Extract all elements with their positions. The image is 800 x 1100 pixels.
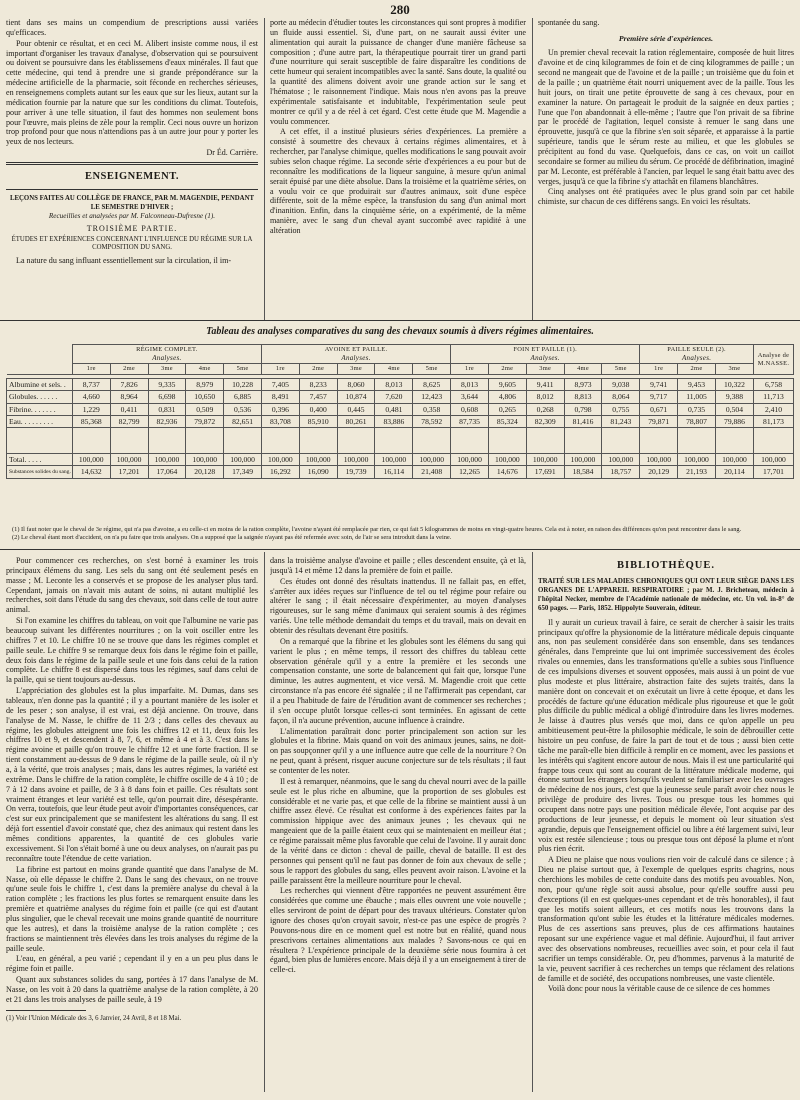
footnote: (1) Voir l'Union Médicale des 3, 6 Janvier, 24 Avril, 8 et 18 Mai. — [6, 1014, 182, 1022]
ordinal-header: 3me — [526, 364, 564, 375]
total-row — [7, 454, 794, 466]
column-1-top — [6, 18, 258, 320]
section-divider — [0, 549, 800, 550]
ordinal-header: 4me — [186, 364, 224, 375]
table-cell: 8,060 — [337, 379, 375, 391]
book-reference: TRAITÉ SUR LES MALADIES CHRONIQUES QUI ONT LEUR SIÈGE DANS LES ORGANES DE L'APPAREIL RESPIRATOIRE ; par M. J. Bricheteau, médecin à l'hôpital Necker, membre de l'Académie nationale de médecine, etc. Un vol. in-8° de 650 pages. — Paris, 1852. Hippolyte Souverain, éditeur. — [538, 577, 794, 612]
group-header: PAILLE SEULE (2). Analyses. — [640, 345, 754, 364]
ordinal-header: 1re — [640, 364, 678, 375]
solid-row — [7, 466, 794, 478]
table-cell: 83,708 — [261, 415, 299, 427]
paragraph: A cet effet, il a institué plusieurs séries d'expériences. La première a consisté à soumettre des chevaux à certains régimes alimentaires, et à rechercher, par l'analyse chimique, quelles modifications le sang pouvait avoir subies selon chaque régime. La seconde série d'expériences a eu pour but de reconnaître les modifications de la liqueur sanguine, à mesure qu'un animal serait épuisé par une diète absolue. Dans la troisième et la quatrième séries, on a voulu voir ce que produirait sur d'autres animaux, soit d'une espèce différente, soit de la même espèce, la transfusion du sang d'un animal mort d'inanition. Enfin, dans la cinquième série, on a expérimenté, de la même manière, avec le sang d'un cheval ayant succombé avec rapidité à une altération — [270, 127, 526, 236]
table-cell: 20,114 — [715, 466, 753, 478]
paragraph: dans la troisième analyse d'avoine et paille ; elles descendent ensuite, çà et là, jusqu'à 14 et même 12 dans la première de foin et paille. — [270, 556, 526, 575]
group-header: RÉGIME COMPLET. Analyses. — [72, 345, 261, 364]
group-header: AVOINE ET PAILLE. Analyses. — [261, 345, 450, 364]
table-cell: 0,735 — [678, 403, 716, 415]
page-number: 280 — [390, 2, 410, 17]
table-cell: 10,228 — [224, 379, 262, 391]
table-cell: 79,871 — [640, 415, 678, 427]
ordinal-header: 2me — [488, 364, 526, 375]
table-cell: 1,229 — [72, 403, 110, 415]
section-title: ENSEIGNEMENT. — [84, 170, 180, 182]
table-cell: 8,012 — [526, 391, 564, 403]
section-title: BIBLIOTHÈQUE. — [617, 560, 715, 571]
table-cell: 18,584 — [564, 466, 602, 478]
ordinal-header: 4me — [375, 364, 413, 375]
paragraph: Voilà donc pour nous la véritable cause de ce silence de ces hommes — [548, 984, 770, 994]
table-cell: 0,268 — [526, 403, 564, 415]
table-cell: 17,691 — [526, 466, 564, 478]
table-row — [7, 391, 794, 403]
column-divider — [532, 18, 533, 320]
paragraph: On a remarqué que la fibrine et les globules sont les élémens du sang qui varient le plus ; en même temps, il ressort des chiffres du tableau cette observation générale qu'il y a entre la première et les seconds une compensation constante, une sorte de balancement qui fait que, lorsque l'une diminue, les autres augmentent, et vice versâ. M. Magendie croit que cette circonstance n'a pas encore été signalée ; il ne l'affirmerait pas cependant, car il a peu l'habitude de faire de l'érudition avant de commencer ses recherches ; il s'en occupe plutôt lorsque celles-ci sont terminées. En agissant de cette façon, il n'a aucune prévention, aucune influence à craindre. — [270, 636, 526, 725]
column-2-bottom — [270, 556, 526, 1096]
row-label: Albumine et sels. . — [7, 379, 73, 391]
row-label: Total. . . . . — [7, 454, 73, 466]
table-cell: 6,885 — [224, 391, 262, 403]
table-cell: 82,936 — [148, 415, 186, 427]
table-cell: 80,261 — [337, 415, 375, 427]
table-cell: 20,129 — [640, 466, 678, 478]
table-cell: 6,758 — [754, 379, 794, 391]
section-divider — [0, 320, 800, 321]
table-cell: 0,445 — [337, 403, 375, 415]
table-cell: 8,973 — [564, 379, 602, 391]
table-cell: 14,632 — [72, 466, 110, 478]
table-cell: 100,000 — [640, 454, 678, 466]
table-cell: 18,757 — [602, 466, 640, 478]
column-1-bottom — [6, 556, 258, 1096]
part-title: TROISIÈME PARTIE. — [86, 223, 178, 233]
paragraph: L'eau, en général, a peu varié ; cependant il y en a un peu plus dans le régime foin et paille. — [6, 954, 258, 974]
table-cell: 0,400 — [299, 403, 337, 415]
table-cell: 100,000 — [564, 454, 602, 466]
table-cell: 9,038 — [602, 379, 640, 391]
table-cell: 8,625 — [413, 379, 451, 391]
table-cell: 4,660 — [72, 391, 110, 403]
table-cell: 82,309 — [526, 415, 564, 427]
table-cell: 9,335 — [148, 379, 186, 391]
table-cell: 100,000 — [526, 454, 564, 466]
table-cell: 100,000 — [602, 454, 640, 466]
table-cell: 16,114 — [375, 466, 413, 478]
row-label: Substances solides du sang. — [7, 466, 73, 478]
table-cell: 8,064 — [602, 391, 640, 403]
table-cell: 0,504 — [715, 403, 753, 415]
table-cell: 0,831 — [148, 403, 186, 415]
table-cell: 2,410 — [754, 403, 794, 415]
paragraph: Ces études ont donné des résultats inattendus. Il ne fallait pas, en effet, s'arrêter aux idées reçues sur l'influence de tel ou tel régime pour refaire ou altérer le sang ; il était nécessaire d'expérimenter, au moyen d'analyses rigoureuses, sur le sang même d'animaux qui seraient soumis à des régimes variés. Une telle méthode demandait du temps et du travail, mais on devait en obtenir des résultats devenant être positifs. — [270, 576, 526, 636]
ordinal-header: 3me — [337, 364, 375, 375]
paragraph: L'appréciation des globules est la plus imparfaite. M. Dumas, dans ses tableaux, n'en donne pas la quantité ; il y a pourtant manière de les isoler et de les peser ; son analyse, il est vrai, est déjà ancienne. On trouve, dans l'analyse de M. Nasse, le chiffre de 11 2/3 ; dans celles des chevaux au régime, les globules atteignent une fois les chiffres 12 et 11, deux fois les chiffres 10 et 9, et descendent à 8, 7, 6, et même à 4 et à 3. C'est dans le régime avoine et paille qu'on trouve le chiffre 12 et une forte fraction. Il se tient constamment au-dessus de 9 dans le régime de la paille seule, où il n'y a, à la vérité, que trois analyses ; mais, dans les autres régimes, la variété est extrême. Dans le chiffre de la ration complète, le chiffre oscille de 4 à 10 ; de 7 à 12 dans avoine et paille, de 3 à 8 dans foin et paille. Ces résultats sont vraiment étranges et leur variété est telle, qu'on pourrait dire, désespérante. On verra, toutefois, que leur étude peut avoir d'importantes conséquences, car c'est sur eux principalement que se manifestent les altérations du sang. Il est déjà fort essentiel d'avoir constaté que, chez des animaux qui restent dans les mêmes conditions apparentes, la quantité de ces globules varie excessivement. Si l'on s'était borné à une ou deux analyses, on n'aurait pas pu reconnaître toute l'étendue de cette variation. — [6, 686, 258, 863]
analysis-table — [6, 344, 794, 479]
empty-corner — [7, 345, 73, 375]
table-cell: 78,592 — [413, 415, 451, 427]
paragraph: Cinq analyses ont été pratiquées avec le plus grand soin par cet habile chimiste, sur chacun de ces différens sangs. En voici les résultats. — [538, 187, 794, 207]
table-cell: 0,536 — [224, 403, 262, 415]
table-cell: 9,605 — [488, 379, 526, 391]
paragraph: Quant aux substances solides du sang, portées à 17 dans l'analyse de M. Nasse, on les voit à 20 dans la quatrième analyse de la ration complète, à 20 et 21 dans les trois analyses de paille seule, à 19 — [6, 975, 258, 1004]
table-cell: 82,799 — [110, 415, 148, 427]
table-cell: 7,457 — [299, 391, 337, 403]
nasse-header: Analyse de M.NASSE. — [754, 345, 794, 375]
table-cell: 11,005 — [678, 391, 716, 403]
table-cell: 100,000 — [337, 454, 375, 466]
table-cell: 7,405 — [261, 379, 299, 391]
group-header: FOIN ET PAILLE (1). Analyses. — [451, 345, 640, 364]
column-divider — [264, 552, 265, 1092]
table-cell: 100,000 — [451, 454, 489, 466]
table-cell: 21,193 — [678, 466, 716, 478]
table-cell: 8,979 — [186, 379, 224, 391]
paragraph: La nature du sang influant essentiellement sur la circulation, il im- — [16, 256, 232, 266]
table-cell: 0,265 — [488, 403, 526, 415]
table-cell: 21,408 — [413, 466, 451, 478]
table-cell: 100,000 — [72, 454, 110, 466]
divider — [6, 189, 258, 190]
table-cell: 0,396 — [261, 403, 299, 415]
table-cell: 0,509 — [186, 403, 224, 415]
table-cell: 100,000 — [754, 454, 794, 466]
paragraph: Il est à remarquer, néanmoins, que le sang du cheval nourri avec de la paille seule est le plus riche en albumine, que la proportion de ses globules est considérable et ne varie pas, et que celle de la fibrine se maintient aussi à un chiffre assez élevé. Ce résultat est conforme à des expériences faites par la commission hippique avec des animaux jeunes ; les chevaux qui ne mangeaient que de la paille étaient ceux qui se maintenaient en meilleur état ; ce régime paraissait même plus favorable que celui de l'avoine. Il y aurait donc de la vérité dans ce dicton : cheval de paille, cheval de bataille. Il est des personnes qui pensent qu'il ne faut pas donner de foin aux chevaux de selle ; sous le rapport des globules du sang, elles peuvent avoir raison. L'avoine et la paille paraissent être la meilleure nourriture pour le cheval. — [270, 776, 526, 885]
row-label: Eau. . . . . . . . . — [7, 415, 73, 427]
ordinal-header: 2me — [678, 364, 716, 375]
ordinal-header: 1re — [261, 364, 299, 375]
table-cell: 9,453 — [678, 379, 716, 391]
table-cell: 100,000 — [488, 454, 526, 466]
table-cell: 7,620 — [375, 391, 413, 403]
column-2-top — [270, 18, 526, 320]
paragraph: tient dans ses mains un compendium de prescriptions aussi variées qu'efficaces. — [6, 18, 258, 37]
table-caption: Tableau des analyses comparatives du sang des chevaux soumis à divers régimes alimentaires. — [206, 326, 594, 337]
table-cell: 82,651 — [224, 415, 262, 427]
table-cell: 85,368 — [72, 415, 110, 427]
table-cell: 8,013 — [375, 379, 413, 391]
table-cell: 10,650 — [186, 391, 224, 403]
table-row — [7, 379, 794, 391]
table-cell: 16,090 — [299, 466, 337, 478]
table-cell: 17,201 — [110, 466, 148, 478]
table-cell: 79,886 — [715, 415, 753, 427]
table-row — [7, 415, 794, 427]
lecture-heading: LEÇONS FAITES AU COLLÈGE DE FRANCE, PAR M. MAGENDIE, PENDANT LE SEMESTRE D'HIVER ; — [9, 194, 255, 211]
ordinal-row — [7, 364, 794, 375]
table-cell: 100,000 — [186, 454, 224, 466]
table-cell: 10,322 — [715, 379, 753, 391]
column-3-top — [538, 18, 794, 320]
divider — [6, 1010, 86, 1011]
table-note: (2) Le cheval étant mort d'accident, on n'a pu faire que trois analyses. On a supposé que la saignée n'ayant pas été refermée avec soin, de l'air se sera introduit dans la veine. — [12, 534, 452, 542]
table-cell: 100,000 — [678, 454, 716, 466]
table-cell: 81,243 — [602, 415, 640, 427]
ordinal-header: 1re — [451, 364, 489, 375]
table-cell: 100,000 — [375, 454, 413, 466]
paragraph: Si l'on examine les chiffres du tableau, on voit que l'albumine ne varie pas beaucoup suivant les différentes nourritures ; on la voit osciller entre les chiffres 7 et 10. Le chiffre 10 ne se trouve que dans les régimes complet et paille seule. Le chiffre 9 se remarque deux fois dans le régime foin et paille, deux fois dans le régime de la paille seule et une fois dans celui de la ration complète. Le chiffre 8 est dispersé dans tous les régimes, sauf dans celui de la paille, qui se tient toujours au-dessus. — [6, 616, 258, 685]
table-cell: 8,491 — [261, 391, 299, 403]
ordinal-header: 5me — [224, 364, 262, 375]
paragraph: La fibrine est partout en moins grande quantité que dans l'analyse de M. Nasse, où elle dépasse le chiffre 2. Dans le sang des chevaux, on ne trouve qu'une seule fois le chiffre 1, c'est dans la première analyse du cheval à la ration complète ; les fractions les plus fortes se remarquent ensuite dans les première et quatrième analyses du régime foin et paille (ce qui est d'autant plus singulier, que le cheval recevait une moins grande quantité de nourriture que les autres), et dans la troisième analyse de la ration complète ; ces fractions se maintiennent très élevées dans les trois analyses du régime de la paille seule. — [6, 864, 258, 953]
table-cell: 100,000 — [224, 454, 262, 466]
ordinal-header: 5me — [602, 364, 640, 375]
table-cell: 8,964 — [110, 391, 148, 403]
paragraph: Il y aurait un curieux travail à faire, ce serait de chercher à saisir les traits principaux qu'offre la physionomie de la littérature médicale depuis cinquante ans, non pas seulement considérée dans son ensemble, dans ses tendances générales, dans l'empreinte que lui ont imprimée successivement des écoles rivales ou ennemies, dans les transformations qu'elle a subies sous l'influence de ces impulsions diverses et souvent opposées, mais aussi à un point de vue plus modeste et plus littéraire, abstraction faite des sujets traités, dans la manière dont on concevait et on exécutait un livre à cette époque, et dans les procédés de facture qu'une éducation médicale plus rigoureuse et que le goût plus difficile du public médical a obligé d'introduire dans les livres modernes. Je laisse à d'autres plus versés que moi, dans ce qu'on appelle un peu ambitieusement peut-être la philosophie médicale, le soin de débrouiller cette histoire un peu confuse, de faire la part de tout et de tous ; aussi bien cette tâche me paraît-elle bien difficile à remplir en ce moment, avec les passions et les intérêts qui s'agitent encore autour de nous. Mais il est une particularité qui frappe tous ceux qui sont au courant de la littérature médicale moderne, qui étonne surtout les étrangers lorsqu'ils veulent se familiariser avec les ouvrages de médecine de nos jours, c'est que la jeunesse seule paraît avoir chez nous le privilège de produire des livres. Tous ou presque tous les hommes qui occupent dans notre pays une position médicale élevée, l'ont acquise par des productions de leur jeunesse, et depuis le moment où leur situation s'est agrandie, depuis que l'enseignement officiel ou libre a été largement suivi, leur voix est restée silencieuse ; tous ou presque tous ont déposé la plume et n'ont plus rien écrit. — [538, 617, 794, 854]
table-row — [7, 403, 794, 415]
table-cell: 8,737 — [72, 379, 110, 391]
table-cell: 7,826 — [110, 379, 148, 391]
table-cell: 0,608 — [451, 403, 489, 415]
table-cell: 0,411 — [110, 403, 148, 415]
table-cell: 3,644 — [451, 391, 489, 403]
table-cell: 19,739 — [337, 466, 375, 478]
table-cell: 9,411 — [526, 379, 564, 391]
table-cell: 20,128 — [186, 466, 224, 478]
paragraph: Pour commencer ces recherches, on s'est borné à examiner les trois principaux élémens du sang. Les sels du sang ont été seulement pesés en masse ; M. Leconte les a conservés et se propose de les analyser plus tard. Cependant, jamais on n'avait mis autant de soins, ni autant multiplié les recherches, soit dans l'étude du sang des chevaux, soit dans celle de tout autre animal. — [6, 556, 258, 615]
table-cell: 8,813 — [564, 391, 602, 403]
paragraph: spontanée du sang. — [538, 18, 600, 27]
table-cell: 0,755 — [602, 403, 640, 415]
table-cell: 11,713 — [754, 391, 794, 403]
table-note: (1) Il faut noter que le cheval de 3e régime, qui n'a pas d'avoine, a eu celle-ci en moins de la ration complète, l'avoine n'ayant été remplacée par rien, ce qui fait 5 kilogrammes de moins en vingt-quatre heures. Cela est à noter, en raison des différences qu'on peut rencontrer dans le sang. — [12, 526, 742, 533]
table-cell: 100,000 — [715, 454, 753, 466]
signature: Dr Éd. Carrière. — [206, 148, 258, 158]
table-cell: 81,416 — [564, 415, 602, 427]
table-cell: 17,701 — [754, 466, 794, 478]
ordinal-header: 2me — [110, 364, 148, 375]
table-cell: 0,671 — [640, 403, 678, 415]
table-cell: 16,292 — [261, 466, 299, 478]
table-cell: 10,874 — [337, 391, 375, 403]
table-cell: 81,173 — [754, 415, 794, 427]
ordinal-header: 3me — [148, 364, 186, 375]
table-cell: 0,358 — [413, 403, 451, 415]
table-notes — [12, 526, 788, 543]
table-cell: 78,807 — [678, 415, 716, 427]
table-cell: 8,233 — [299, 379, 337, 391]
table-cell: 12,265 — [451, 466, 489, 478]
ordinal-header: 1re — [72, 364, 110, 375]
ordinal-header: 2me — [299, 364, 337, 375]
divider — [6, 162, 258, 165]
paragraph: A Dieu ne plaise que nous voulions rien voir de calculé dans ce silence ; à Dieu ne plaise surtout que, à l'exemple de quelques esprits chagrins, nous cherchions les mobiles de cette conduite dans des motifs peu avouables. Non, non, pour qu'une règle soit aussi absolue, pour qu'elle souffre aussi peu d'exceptions (il en est quelques-unes cependant et de très honorables), il faut que les motifs soient ailleurs, et ces motifs nous les trouvons dans la transformation qu'ont subie les études et la littérature médicales modernes. Plus de ces assertions sans preuves, plus de ces affirmations hautaines reposant sur une expérience vague et mal définie. Aujourd'hui, il faut arriver avec des observations nombreuses, recueillies avec soin, et pour cela il faut sacrifier un temps considérable. Or, peu d'hommes, parvenus à la maturité de la vie, peuvent sacrifier à ces recherches un temps que réclament des relations de famille et de société, des occupations nombreuses, une vaste clientèle. — [538, 855, 794, 983]
table-cell: 17,349 — [224, 466, 262, 478]
table-cell: 87,735 — [451, 415, 489, 427]
table-cell: 9,388 — [715, 391, 753, 403]
table-cell: 9,741 — [640, 379, 678, 391]
table-cell: 6,698 — [148, 391, 186, 403]
table-group-header — [7, 345, 794, 364]
table-cell: 100,000 — [148, 454, 186, 466]
table-cell: 100,000 — [261, 454, 299, 466]
table-cell: 79,872 — [186, 415, 224, 427]
table-cell: 85,910 — [299, 415, 337, 427]
ordinal-header: 5me — [413, 364, 451, 375]
table-cell: 0,481 — [375, 403, 413, 415]
table-cell: 12,423 — [413, 391, 451, 403]
column-divider — [532, 552, 533, 1092]
table-cell: 8,013 — [451, 379, 489, 391]
table-cell: 100,000 — [110, 454, 148, 466]
paragraph: L'alimentation paraîtrait donc porter principalement son action sur les globules et la fibrine. Mais quand on voit des animaux jeunes, sains, ne doit-on pas soupçonner qu'il y a une influence autre que celle de la nourriture ? On ne peut, quant à présent, risquer aucune conjecture sur de tels résultats ; il faut se contenter de les noter. — [270, 726, 526, 776]
table-cell: 0,798 — [564, 403, 602, 415]
column-3-bottom — [538, 556, 794, 1096]
table-cell: 17,064 — [148, 466, 186, 478]
table-cell: 100,000 — [413, 454, 451, 466]
ordinal-header: 4me — [564, 364, 602, 375]
ordinal-header: 3me — [715, 364, 753, 375]
lecture-recorder: Recueillies et analysées par M. Falconneau-Dufresne (1). — [48, 212, 216, 221]
table-cell: 14,676 — [488, 466, 526, 478]
table-cell: 100,000 — [299, 454, 337, 466]
paragraph: Les recherches qui viennent d'être rapportées ne peuvent assurément être considérées que comme une ébauche ; mais elles ouvrent une voie nouvelle ; elles serviront de point de départ pour des travaux ultérieurs. Constater qu'on ignore des choses qu'on croyait savoir, n'est-ce pas une espèce de progrès ? Pouvons-nous dire en ce moment quel est notre but en réalité, quand nous prescrivons certaines alimentations aux malades ? Savons-nous ce qui en résultera ? L'expérience principale de la deuxième série nous fournira à cet égard, bien plus de lumières encore. Mais déjà il y a un enseignement à tirer de celle-ci. — [270, 886, 526, 975]
spacer-row — [7, 428, 794, 454]
paragraph: Un premier cheval recevait la ration réglementaire, composée de huit litres d'avoine et de cinq kilogrammes de foin et de cinq kilogrammes de paille ; un second ne mangeait que de l'avoine et de la paille ; un troisième que du foin et de la paille ; un quatrième était nourri uniquement avec de la paille. Tous les huit jours, on tirait une petite éprouvette de sang à ces chevaux, pour en examiner la nature. On partageait le produit de la saignée en deux parties ; l'une que l'on abandonnait à elle-même ; l'autre que l'on privait de sa fibrine par le procédé de l'agitation, lequel consiste à remuer le sang dans une éprouvette, jusqu'à ce que la fibrine s'en soit séparée, et apparaisse à la partie supérieure, tandis que le sérum reste au milieu, et que les globules se précipitent au fond du vase. Quelquefois, dans ce cas, on voit un caillot secondaire se former au milieu du sérum. Ce procédé de défibrination, imaginé par M. Leconte, est préférable à l'ancien, par lequel le sang était battu avec des verges, jusqu'à ce que la fibrine s'y attachât en filamens blanchâtres. — [538, 48, 794, 186]
paragraph: porte au médecin d'étudier toutes les circonstances qui sont propres à modifier un fluide aussi essentiel. Si, d'une part, on ne saurait aussi éviter une alimentation qui aurait la puissance de changer d'une manière fâcheuse sa composition ; d'une autre part, la thérapeutique pourrait tirer un grand parti d'une nourriture qui serait susceptible de faire disparaître les conditions de cette humeur qui seraient incompatibles avec la santé. Sans doute, la qualité ou la quantité des alimens doivent avoir une grande action sur le sang et l'hématose ; le raisonnement l'indique. Mais nous n'en avons pas la preuve expérimentale satisfaisante et indubitable, l'expérimentation seule peut montrer ce qu'il y a de réel à cet égard. C'est cette étude que M. Magendie a voulu commencer. — [270, 18, 526, 126]
table-cell: 83,886 — [375, 415, 413, 427]
paragraph: Pour obtenir ce résultat, et en ceci M. Alibert insiste comme nous, il est important d'organiser les travaux d'analyse, d'observation qui se poursuivent ou doivent se poursuivre dans les établissemens d'eaux minérales. Il faut que cette médecine, qui tend à prendre une si grande prépondérance sur la médecine artificielle de la pharmacie, soit féconde en recherches sérieuses, en renseignemens complets autant sur les eaux que sur les lieux, autant sur la médication fournie par la nature que sur les conditions du climat. Toutefois, pour arriver à une telle situation, il faut des hommes non seulement bons pour l'œuvre, mais pleins de zèle pour la remplir. Ceci nous ouvre un horizon trop profond pour que nous n'attendions pas à un autre jour pour y porter les yeux de nos lecteurs. — [6, 38, 258, 147]
table-cell: 4,806 — [488, 391, 526, 403]
table-cell: 9,717 — [640, 391, 678, 403]
row-label: Fibrine. . . . . . . — [7, 403, 73, 415]
column-divider — [264, 18, 265, 320]
part-subtitle: ÉTUDES ET EXPÉRIENCES CONCERNANT L'INFLUENCE DU RÉGIME SUR LA COMPOSITION DU SANG. — [11, 235, 253, 252]
series-title: Première série d'expériences. — [618, 33, 714, 43]
table-cell: 85,324 — [488, 415, 526, 427]
row-label: Globules. . . . . . — [7, 391, 73, 403]
